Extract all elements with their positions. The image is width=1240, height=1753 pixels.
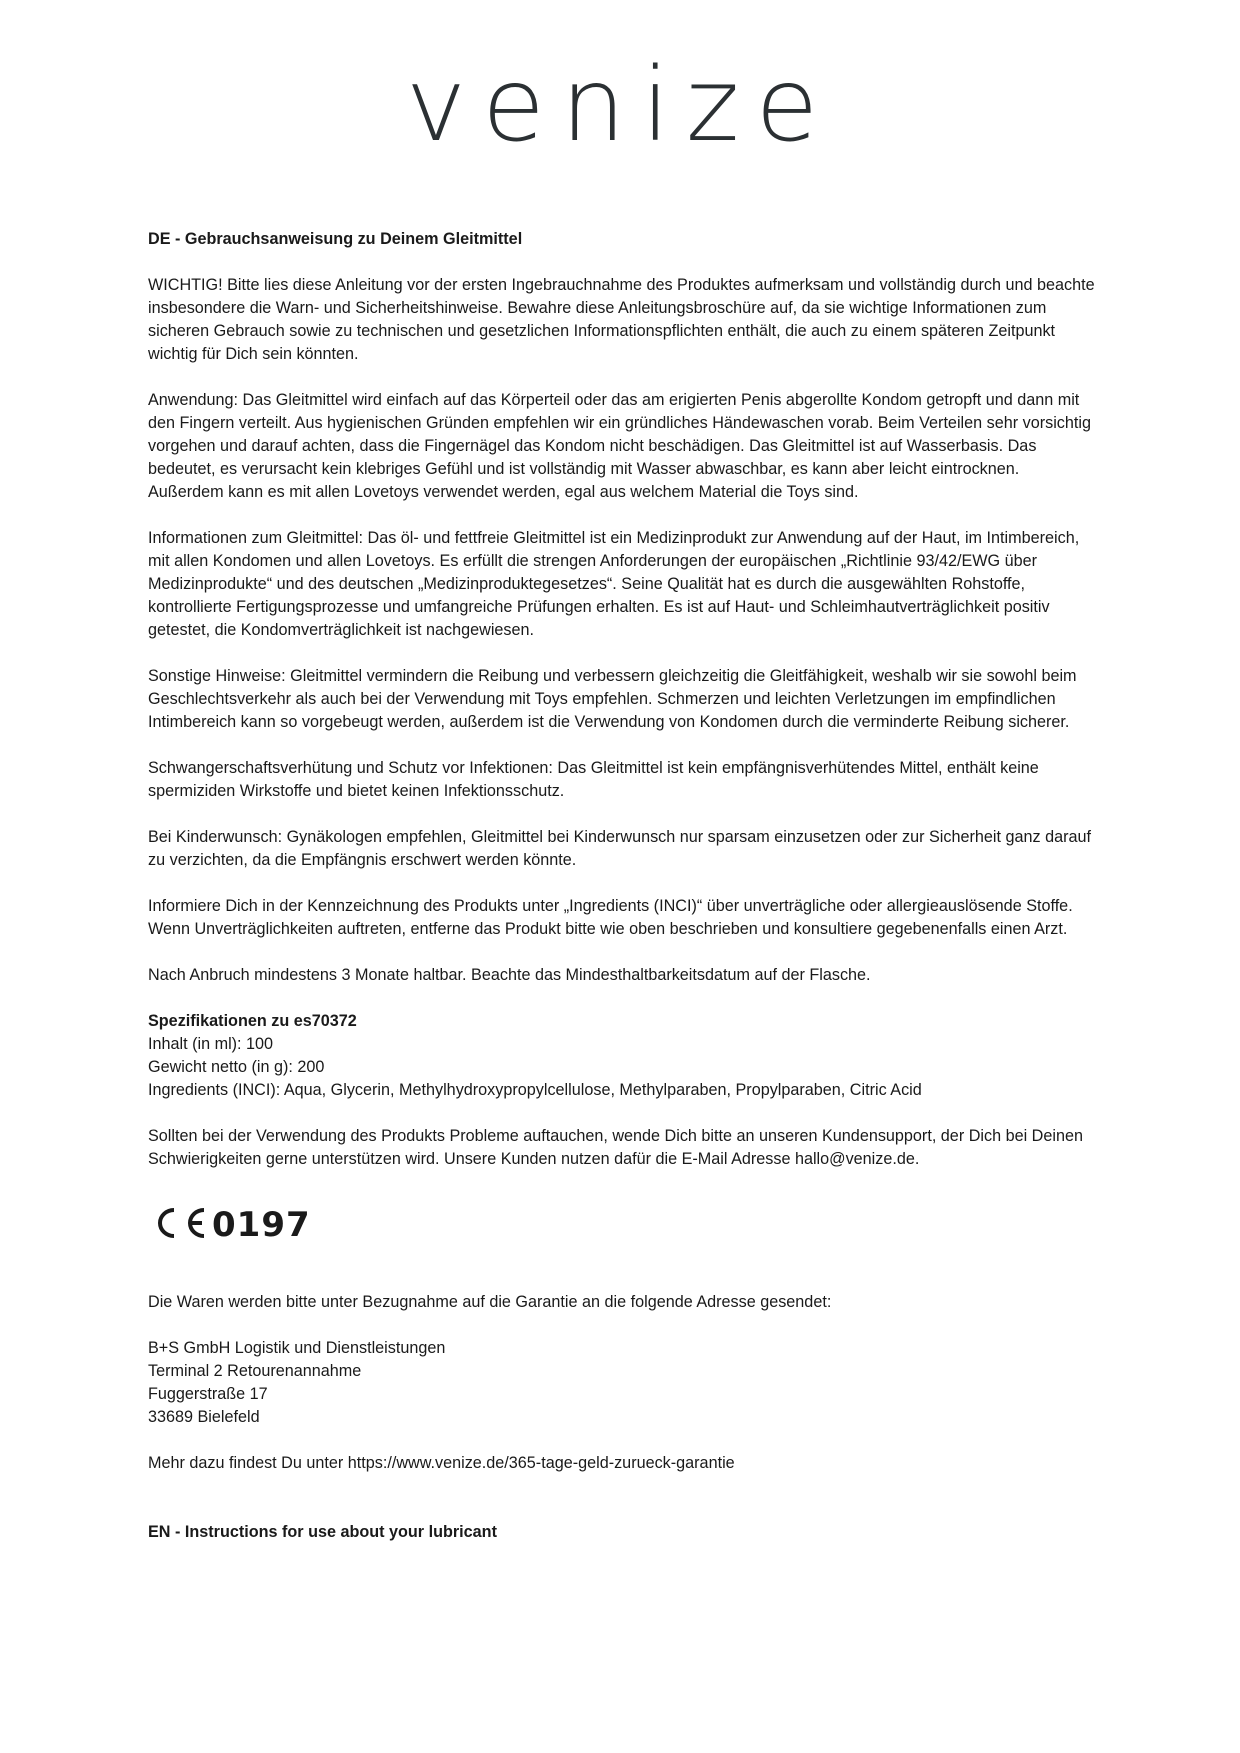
instructions-document — [148, 228, 1098, 1567]
specifications-title: Spezifikationen zu es70372 — [148, 1012, 357, 1030]
de-section-title: DE - Gebrauchsanweisung zu Deinem Gleitmittel — [148, 230, 523, 248]
paragraph-lubricant-info: Informationen zum Gleitmittel: Das öl- und fettfreie Gleitmittel ist ein Medizinprodukt zur Anwendung auf der Haut, im Intimbereich, mit allen Kondomen und allen Lovetoys. Es erfüllt die strengen Anforderungen der europäischen „Richtlinie 93/42/EWG über Medizinprodukte“ und des deutschen „Medizinproduktegesetzes“. Seine Qualität hat es durch die ausgewählten Rohstoffe, kontrollierte Fertigungsprozesse und umfangreiche Prüfungen erhalten. Es ist auf Haut- und Schleimhautverträglichkeit positiv getestet, die Kondomverträglichkeit ist nachgewiesen. — [148, 529, 1080, 639]
address-line1: Terminal 2 Retourenannahme — [148, 1362, 362, 1380]
ce-notified-body-number: 0197 — [212, 1205, 311, 1245]
paragraph-fertility: Bei Kinderwunsch: Gynäkologen empfehlen, Gleitmittel bei Kinderwunsch nur sparsam einzusetzen oder zur Sicherheit ganz darauf zu verzichten, da die Empfängnis erschwert werden könnte. — [148, 828, 1091, 869]
paragraph-contraception: Schwangerschaftsverhütung und Schutz vor Infektionen: Das Gleitmittel ist kein empfängnisverhütendes Mittel, enthält keine spermiziden Wirkstoffe und bietet keinen Infektionsschutz. — [148, 759, 1039, 800]
paragraph-return-intro: Die Waren werden bitte unter Bezugnahme auf die Garantie an die folgende Adresse gesendet: — [148, 1293, 832, 1311]
return-address — [148, 1337, 1098, 1429]
paragraph-more-info: Mehr dazu findest Du unter https://www.venize.de/365-tage-geld-zurueck-garantie — [148, 1454, 735, 1472]
paragraph-allergy: Informiere Dich in der Kennzeichnung des Produkts unter „Ingredients (INCI)“ über unverträgliche oder allergieauslösende Stoffe. Wenn Unverträglichkeiten auftreten, entferne das Produkt bitte wie oben beschrieben und konsultiere gegebenenfalls einen Arzt. — [148, 897, 1073, 938]
paragraph-usage: Anwendung: Das Gleitmittel wird einfach auf das Körperteil oder das am erigierten Penis abgerollte Kondom getropft und dann mit den Fingern verteilt. Aus hygienischen Gründen empfehlen wir ein gründliches Händewaschen vorab. Beim Verteilen sehr vorsichtig vorgehen und darauf achten, dass die Fingernägel das Kondom nicht beschädigen. Das Gleitmittel ist auf Wasserbasis. Das bedeutet, es verursacht kein klebriges Gefühl und ist vollständig mit Wasser abwaschbar, es kann aber leicht eintrocknen. Außerdem kann es mit allen Lovetoys verwendet werden, egal aus welchem Material die Toys sind. — [148, 391, 1091, 501]
paragraph-support: Sollten bei der Verwendung des Produkts Probleme auftauchen, wende Dich bitte an unseren Kundensupport, der Dich bei Deinen Schwierigkeiten gerne unterstützen wird. Unsere Kunden nutzen dafür die E-Mail Adresse hallo@venize.de. — [148, 1127, 1083, 1168]
brand-logo: venize — [405, 46, 835, 165]
paragraph-shelf-life: Nach Anbruch mindestens 3 Monate haltbar. Beachte das Mindesthaltbarkeitsdatum auf der Flasche. — [148, 966, 871, 984]
address-street: Fuggerstraße 17 — [148, 1385, 268, 1403]
ce-mark — [148, 1205, 1098, 1245]
address-city: 33689 Bielefeld — [148, 1408, 260, 1426]
ce-logo-icon — [148, 1206, 210, 1240]
spec-weight: Gewicht netto (in g): 200 — [148, 1058, 325, 1076]
specifications-block — [148, 1010, 1098, 1102]
paragraph-other-notes: Sonstige Hinweise: Gleitmittel vermindern die Reibung und verbessern gleichzeitig die Gleitfähigkeit, weshalb wir sie sowohl beim Geschlechtsverkehr als auch bei der Verwendung mit Toys empfehlen. Schmerzen und leichten Verletzungen im empfindlichen Intimbereich kann so vorgebeugt werden, außerdem ist die Verwendung von Kondomen durch die verminderte Reibung sicherer. — [148, 667, 1077, 731]
spec-content: Inhalt (in ml): 100 — [148, 1035, 274, 1053]
paragraph-important: WICHTIG! Bitte lies diese Anleitung vor der ersten Ingebrauchnahme des Produktes aufmerksam und vollständig durch und beachte insbesondere die Warn- und Sicherheitshinweise. Bewahre diese Anleitungsbroschüre auf, da sie wichtige Informationen zum sicheren Gebrauch sowie zu technischen und gesetzlichen Informationspflichten enthält, die auch zu einem späteren Zeitpunkt wichtig für Dich sein könnten. — [148, 276, 1095, 363]
spec-ingredients: Ingredients (INCI): Aqua, Glycerin, Methylhydroxypropylcellulose, Methylparaben, Propylparaben, Citric Acid — [148, 1081, 922, 1099]
address-company: B+S GmbH Logistik und Dienstleistungen — [148, 1339, 446, 1357]
en-section-title: EN - Instructions for use about your lubricant — [148, 1523, 497, 1541]
